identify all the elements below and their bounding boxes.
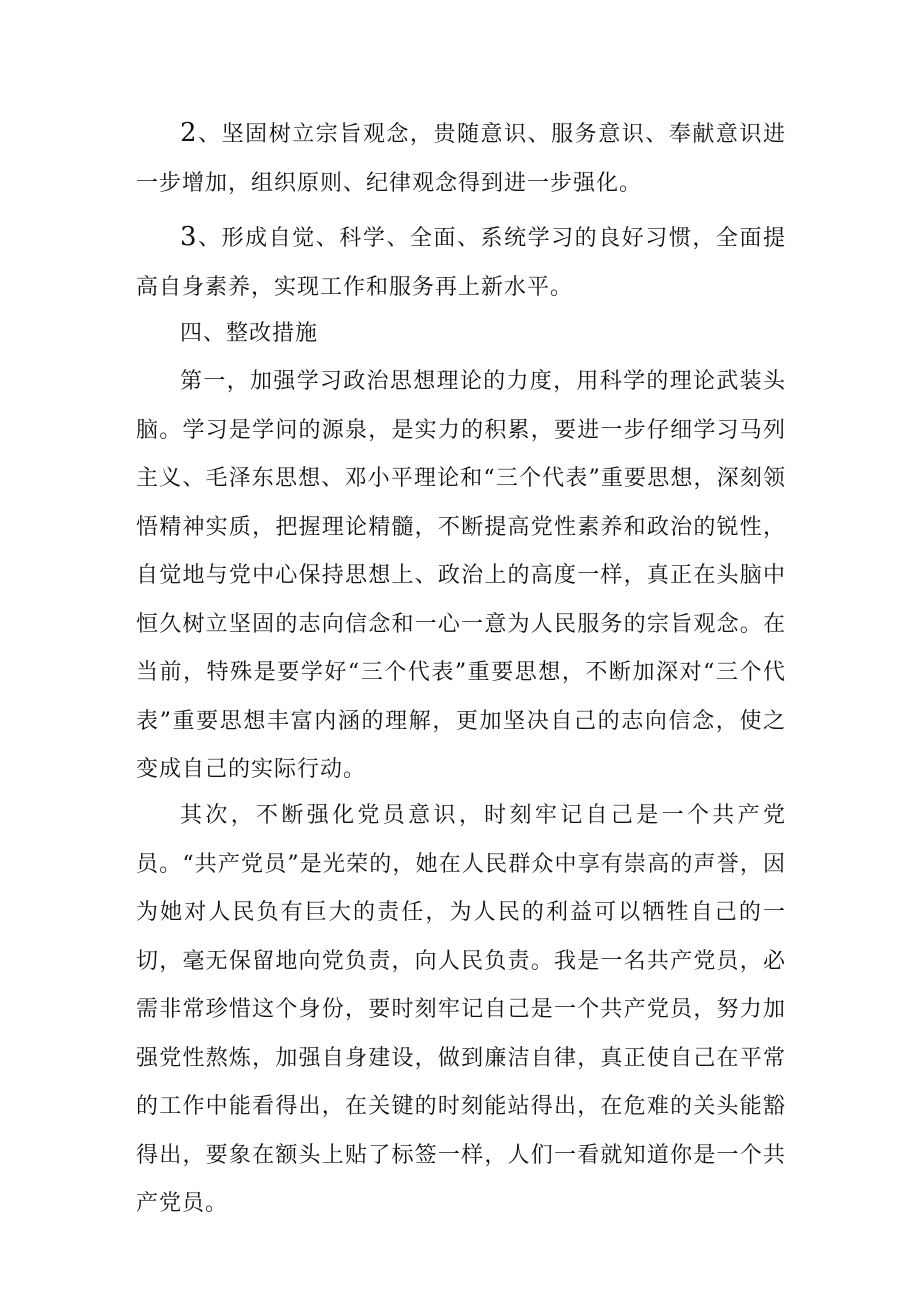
paragraph-second-measure: 其次，不断强化党员意识，时刻牢记自己是一个共产党员。“共产党员”是光荣的，她在人民群众中享有崇高的声誉，因为她对人民负有巨大的责任，为人民的利益可以牺牲自己的一切，毫无保留地向党负责，向人民负责。我是一名共产党员，必需非常珍惜这个身份，要时刻牢记自己是一个共产党员，努力加强党性熬炼，加强自身建设，做到廉洁自律，真正使自己在平常的工作中能看得出，在关键的时刻能站得出，在危难的关头能豁得出，要象在额头上贴了标签一样，人们一看就知道你是一个共产党员。 <box>136 803 786 1216</box>
section-heading: 四、整改措施 <box>180 321 319 346</box>
list-item-number: 3 <box>180 222 198 252</box>
list-item-text: 、形成自觉、科学、全面、系统学习的良好习惯，全面提高自身素养，实现工作和服务再上新水平。 <box>136 226 786 300</box>
list-item-2 <box>136 109 786 208</box>
list-item-number: 2 <box>180 118 198 148</box>
list-item-text: 、坚固树立宗旨观念，贵随意识、服务意识、奉献意识进一步增加，组织原则、纪律观念得到进一步强化。 <box>136 122 786 196</box>
paragraph-first-measure: 第一，加强学习政治思想理论的力度，用科学的理论武装头脑。学习是学问的源泉，是实力的积累，要进一步仔细学习马列主义、毛泽东思想、邓小平理论和“三个代表”重要思想，深刻领悟精神实质，把握理论精髓，不断提高党性素养和政治的锐性，自觉地与党中心保持思想上、政治上的高度一样，真正在头脑中恒久树立坚固的志向信念和一心一意为人民服务的宗旨观念。在当前，特殊是要学好“三个代表”重要思想，不断加深对“三个代表”重要思想丰富内涵的理解，更加坚决自己的志向信念，使之变成自己的实际行动。 <box>136 369 786 782</box>
list-item-3 <box>136 213 786 312</box>
